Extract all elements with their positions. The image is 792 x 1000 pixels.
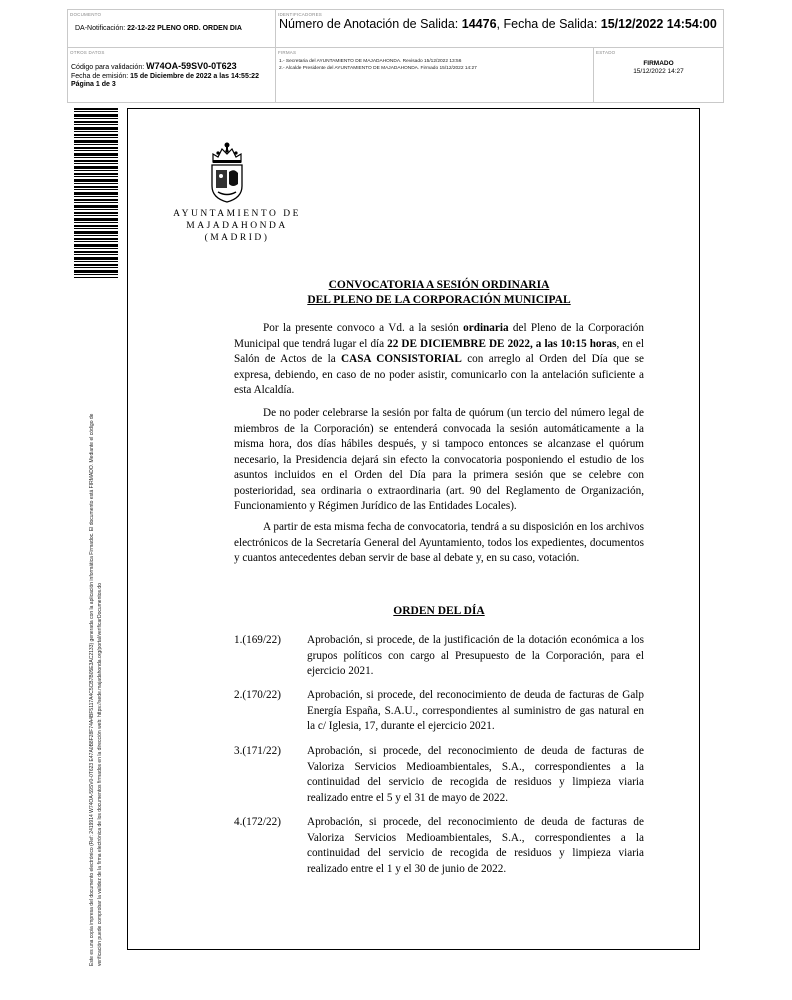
verification-side-text [88, 306, 104, 966]
pagina-count: Página 1 de 3 [71, 81, 116, 88]
documento-cell [68, 10, 276, 48]
orden-del-dia-heading: ORDEN DEL DÍA [393, 605, 485, 617]
salida-cell [276, 10, 723, 48]
estado-caption: ESTADO [596, 50, 616, 55]
agenda-item-number: 2.(170/22) [234, 689, 281, 701]
letterhead-line-2: MAJADAHONDA [186, 221, 288, 231]
agenda-item-number: 3.(171/22) [234, 745, 281, 757]
agenda-item-number: 4.(172/22) [234, 816, 281, 828]
firmas-cell [276, 48, 594, 102]
paragraph-quorum: De no poder celebrarse la sesión por falta de quórum (un tercio del número legal de miembros de la Corporación) se entenderá convocada la sesión automáticamente a la misma hora, dos días hábiles después, y si tampoco entonces se alcanzase el quórum necesario, la Presidencia dejará sin efecto la convocatoria posponiendo el estudio de los asuntos incluidos en el Orden del Día para la primera sesión que se celebre con posterioridad, sea ordinaria o extraordinaria (art. 90 del Reglamento de Organización, Funcionamiento y Régimen Jurídico de las Entidades Locales). [234, 407, 644, 512]
document-metadata-header [67, 9, 724, 103]
agenda-item-text: Aprobación, si procede, del reconocimiento de deuda de facturas de Valoriza Servicios Medioambientales, S.A., correspondientes a la continuidad del servicio de recogida de residuos y limpieza viaria realizado entre el 1 y el 30 de junio de 2022. [307, 816, 644, 875]
coat-of-arms-icon [207, 140, 247, 204]
document-title [234, 278, 644, 308]
agenda-item-text: Aprobación, si procede, del reconocimiento de deuda de facturas de Valoriza Servicios Medioambientales, S.A., correspondientes a la continuidad del servicio de recogida de residuos y limpieza viaria realizado entre el 5 y el 31 de mayo de 2022. [307, 745, 644, 804]
otros-caption: OTROS DATOS [70, 50, 105, 55]
estado-date: 15/12/2022 14:27 [633, 68, 684, 75]
firmas-caption: FIRMAS [278, 50, 297, 55]
municipality-letterhead [162, 208, 312, 244]
paragraph-documentacion: A partir de esta misma fecha de convocatoria, tendrá a su disposición en los archivos electrónicos de la Secretaría General del Ayuntamiento, todos los expedientes, documentos y cuantos antecedentes deban servir de base al debate y, en su caso, votación. [234, 521, 644, 564]
title-line-1: CONVOCATORIA A SESIÓN ORDINARIA [328, 279, 550, 291]
paragraph-convocatoria: Por la presente convoco a Vd. a la sesión ordinaria del Pleno de la Corporación Municipal que tendrá lugar el día 22 DE DICIEMBRE DE 2022, a las 10:15 horas, en el Salón de Actos de la CASA CONSISTORIAL con arreglo al Orden del Día que se expresa, debiendo, en caso de no poder asistir, comunicarlo con la antelación suficiente a esta Alcaldía. [234, 322, 644, 396]
salida-caption: IDENTIFICADORES [278, 12, 323, 17]
fecha-emision: Fecha de emisión: 15 de Diciembre de 2022 a las 14:55:22 [71, 72, 259, 80]
documento-value: DA-Notificación: 22-12-22 PLENO ORD. ORDEN DIA [75, 25, 242, 32]
documento-caption: DOCUMENTO [70, 12, 102, 17]
estado-value: FIRMADO [643, 60, 674, 67]
side-text-line-1: Este es una copia impresa del documento electrónico (Ref: 2419914 W74OA-59SV0-0T623 E47A0B8F28F74A4BF5117A4C5CB7B05E3AC2133) generada con la aplicación informática Firmadoc. El documento está FIRMADO. Mediante el código de [89, 413, 95, 966]
firma-1: 1.- Secretaria del AYUNTAMIENTO DE MAJADAHONDA. Revisado 15/12/2022 13:56 [279, 59, 462, 64]
title-line-2: DEL PLENO DE LA CORPORACIÓN MUNICIPAL [307, 294, 571, 306]
otros-datos-cell [68, 48, 276, 102]
side-text-line-2: verificación puede comprobar la validez de la firma electrónica de los documentos firmados en la dirección web: https://sede.majadahonda.org/portal/verificarDocumentos.do [97, 583, 103, 966]
barcode-image [74, 108, 118, 278]
letterhead-line-1: AYUNTAMIENTO DE [173, 209, 301, 219]
estado-cell [594, 48, 723, 102]
agenda-item-text: Aprobación, si procede, de la justificación de la dotación económica a los grupos políticos con cargo al Presupuesto de la Corporación, para el ejercicio 2021. [307, 634, 644, 677]
firma-2: 2.- Alcalde Presidente del AYUNTAMIENTO DE MAJADAHONDA. Firmado 15/12/2022 14:27 [279, 65, 477, 71]
salida-value: Número de Anotación de Salida: 14476, Fecha de Salida: 15/12/2022 14:54:00 [279, 17, 717, 31]
agenda-item-text: Aprobación, si procede, del reconocimiento de deuda de facturas de Galp Energía España, S.A.U., correspondientes al suministro de gas natural en la c/ Iglesia, 17, durante el ejercicio 2021. [307, 689, 644, 732]
agenda-item-number: 1.(169/22) [234, 634, 281, 646]
codigo-validacion: Código para validación: W74OA-59SV0-0T623 [71, 61, 237, 71]
letterhead-line-3: (MADRID) [204, 233, 270, 243]
